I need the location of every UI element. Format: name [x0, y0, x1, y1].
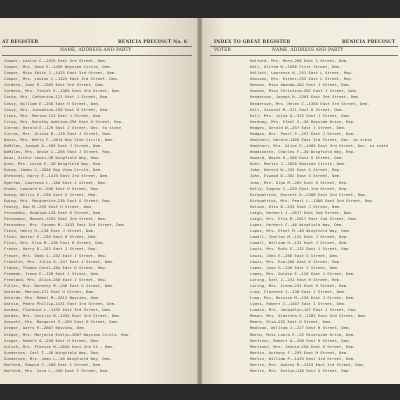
register-entry: Hansen, Miss Christine—262 East J Street, Dem. [250, 88, 358, 94]
register-entry: Kelsen, Otto B.—253 East J Street, Dem. [250, 203, 342, 209]
register-entry: Lowell, Charles M.—132 East J Street, Rep. [250, 234, 349, 240]
register-entry: Ewing, Mrs. Marguerite—230 East G Street, Rep. [4, 197, 112, 203]
right-page [202, 18, 400, 384]
register-entry: Ehrhardt, Harry E.—1429 East 3rd Street, Dem. [4, 173, 110, 179]
register-entry: Gregor, Garry H.—2807 Bayview, Dem. [4, 325, 86, 331]
right-voter-column: VOTER [214, 48, 231, 53]
register-entry: John, Elwood D.—362 East O Street, Dem. [250, 173, 342, 179]
register-entry: Leigh, Herbert J.—2617 East 2nd Street, Dem. [250, 209, 354, 215]
register-entry: Galardo, Marion—271 East H Street, Dem. [4, 288, 96, 294]
register-spread [0, 18, 400, 384]
register-entry: Jobe, Harold W.—253 East G Street, Rep. [250, 167, 342, 173]
register-entry: Curran, Mrs. Olivia M.—129 East J Street, Dem. [4, 130, 112, 136]
register-entry: Gordon, Clarence L.—1435 East 3rd Street, Dem. [4, 307, 112, 313]
register-entry: Lopes, Jose G.—126 East J Street, Dem. [250, 264, 340, 270]
register-entry: Martin, Mrs. Evelyn—248 East G Street, Rep. [250, 367, 351, 373]
register-entry: Hill, Vincent M.—371 East H Street, Dem. [250, 106, 344, 112]
right-page-precinct: BENICIA PRECINCT [342, 40, 396, 45]
register-entry: Hafford, Edward C.—260 East I Street, Dem. [4, 361, 103, 367]
register-entry: Gossett, Mrs. Margaret P.—265 East H Street, Dem. [4, 319, 119, 325]
register-entry: Costa, Mrs. Catherine—121 East J Street, Dem. [4, 94, 110, 100]
register-entry: Leigh, Mrs. Ella M.—2617 East 2nd Street, Dem. [250, 216, 358, 222]
register-entry: Franklin, Mrs. Julia A.—147 East J Street, Dem. [4, 258, 115, 264]
register-entry: Cordero, Mrs. Violet E.—1365 East 3rd Street, Dem. [4, 88, 122, 94]
register-entry: Fernandez, Mrs. Carmen M.—1433 East 3rd Street, Dem. [4, 222, 126, 228]
register-entry: Hanssen, Mrs. Esther—252 East L Street, Rep. [250, 76, 354, 82]
register-entry: Hallett, Lawrence H.—251 East L Street, Rep. [250, 70, 354, 76]
left-page [0, 18, 198, 384]
register-entry: Lyons, Robert C.—1307 East I Street, Dem. [250, 301, 347, 307]
register-entry: Galardo, Mrs. Mabel M.—2612 Bayview, Dem. [4, 295, 101, 301]
right-entry-list [250, 58, 388, 374]
register-entry: Cooper, Mrs. Anna E.—1436 Bayview Circle, Dem. [4, 64, 112, 70]
register-entry: Martin, Mrs. Audrey M.—1433 East 3rd Street, Dem. [250, 361, 365, 367]
register-entry: Gregor, Mrs. Marjorie Evelyn—2807 Bayview Circle, Rep. [4, 331, 131, 337]
register-entry: Cordero, John R.—1365 East 3rd Street, Dem. [4, 82, 105, 88]
register-entry: DeMiles, Joseph A.—265 East J Street, Dem. [4, 143, 103, 149]
register-entry: Franks, Thomas Cecil—264 East H Street, Rep. [4, 264, 108, 270]
register-entry: Cross, Mrs. Marion—125 East J Street, Dem. [4, 112, 103, 118]
register-entry: Henderson, Joseph H.—1305 East 3rd Street, Dem. [250, 94, 361, 100]
register-entry: Howard, Wayne H.—260 East G Street, Dem. [250, 155, 344, 161]
register-entry: Kirkpatrick, Everett D.—1308 East 3rd Street, Rep. [250, 191, 368, 197]
register-entry: Martinez, Mrs. Jennie—250 East H Street, Rep. [250, 343, 356, 349]
register-entry: Fernandez, Manuel—1433 East 3rd Street, Dem. [4, 216, 108, 222]
register-entry: Hansen, Miss Amanda—262 East J Street, Dem. [250, 82, 351, 88]
register-entry: Gundersen, Mrs. Jean L.—40 Wingfield Way, Dem. [4, 355, 112, 361]
register-entry: Garcia, Pedro Phillip—1431 East 3rd Street, Dem. [4, 301, 117, 307]
register-entry: Marsh, Miss Laura E.—25 Riverside Drive, Dem. [250, 331, 356, 337]
register-entry: Lopes, Mrs. Goldie E.—126 East J Street, Dem. [250, 270, 356, 276]
register-entry: Lewis, Mrs. Eva—260 East K Street, Rep. [250, 258, 342, 264]
right-column-rule [210, 55, 398, 56]
register-entry: DeMiles, Mrs. Annie L.—265 East J Street, Rep. [4, 149, 112, 155]
register-entry: Hedges, Gerald W.—257 East J Street, Dem. [250, 124, 347, 130]
register-entry: Fraser, Mrs. Vada G.—152 East J Street, Rep. [4, 252, 108, 258]
left-page-header: AT REGISTER [2, 40, 39, 45]
register-entry: Crisp, Mrs. Dorothy Adeline—256 East H Street, Rep. [4, 118, 124, 124]
register-entry: Fraser, Harry D.—152 East J Street, Rep. [4, 246, 98, 252]
register-entry: Loring, Earl J.—231 East H Street, Rep. [250, 276, 342, 282]
register-entry: Fealey, Dan M.—235 East H Street, Dem. [4, 203, 94, 209]
register-entry: Lewis, Mrs. Ruth E.—132 East J Street, Rep. [250, 246, 351, 252]
register-entry: Martin, Anthony F.—255 East H Street, Dem. [250, 349, 349, 355]
register-entry: Gulick, Mrs. Flossie M.—2820 East 3rd St., Dem. [4, 343, 115, 349]
register-entry: Cooper, Mrs. Louise C.—1425 East 3rd Street, Dem. [4, 76, 119, 82]
register-entry: Madison, William J.—227 East H Street, Dem. [250, 325, 351, 331]
register-entry: Halford, Mrs. Mary—260 East I Street, Dem. [250, 58, 349, 63]
register-entry: Hawthorn, Harold—1409 East 3rd Street, Dec. to state [250, 137, 372, 143]
register-entry: John, Mrs. Olga M.—262 East O Street, Rep. [250, 179, 349, 185]
register-entry: Lopez, Herbert C.—46 Wingfield Way, Dem. [250, 222, 344, 228]
right-column-header: NAME, ADDRESS AND PARTY [272, 48, 344, 53]
register-entry: Henderson, Mrs. Helen C.—1305 East 3rd Street, Dem. [250, 100, 370, 106]
register-entry: Ewing, James C.—2836 Bay View Circle, Dem. [4, 167, 103, 173]
left-column-rule [2, 55, 192, 56]
register-entry: Moore, Elsa—232 East H Street, Dem. [250, 319, 332, 325]
register-entry: Hodges, Mrs. Pearl P.—257 East J Street, Dem. [250, 130, 356, 136]
register-entry: Lopez, Mrs. Ethel M.—46 Wingfield Way, Dem. [250, 228, 351, 234]
register-entry: Freeman, Irene E.—128 East J Street, Dem. [4, 270, 101, 276]
register-entry: Kirkpatrick, Mrs. Pearl L.—1308 East 3rd Street, Rep. [250, 197, 375, 203]
right-header-rule [210, 46, 398, 47]
register-entry: Ewing, Willis S.—230 East G Street, Rep. [4, 191, 98, 197]
register-entry: Dunn, Mrs. Lorna E.—38 Wingfield Way, Rep. [4, 161, 103, 167]
register-entry: Cossy, Mrs. Josephine—258 East H Street, Dem. [4, 106, 110, 112]
register-entry: Lundin, Mrs. Jacquelyn—107 East J Street, Rep. [250, 307, 358, 313]
register-entry: Cossy, William E.—258 East H Street, Dem. [4, 100, 101, 106]
register-entry: Fuller, Mrs. Dorothy M.—246 East G Street, Dem. [4, 282, 115, 288]
register-entry: Freeland, Mrs. Alice—250 East J Street, Rep. [4, 276, 108, 282]
register-entry: Kelly, Eugene C.—259 East 2nd Street, Rep. [250, 185, 349, 191]
register-entry: Mason, Mrs. Albertha E.—1302 East 3rd Street, Dem. [250, 313, 368, 319]
register-entry: Hafford, Mrs. Cora L.—260 East I Street, Dem. [4, 367, 110, 373]
register-entry: Luna, Mrs. Bernice M.—130 East J Street, Dem. [250, 295, 356, 301]
register-entry: Lowell, William H.—132 East J Street, Dem. [250, 240, 349, 246]
register-entry: Gregor, Robert A.—258 East H Street, Dem. [4, 337, 101, 343]
register-entry: Hardway, Mrs. Ethel G.—36 Bayside Drive, Rep. [250, 118, 356, 124]
register-entry: Fernandez, Rudolph—128 East H Street, Dem. [4, 209, 103, 215]
register-entry: Diaz, Arthur Lewis—38 Wingfield Way, Dem. [4, 155, 101, 161]
register-entry: Martinez, Robert A.—250 East H Street, Dem. [250, 337, 351, 343]
left-entry-list [4, 58, 131, 374]
register-entry: Hawthorn, Mrs. Alice E.—1409 East 3rd Street, Dec. to state [250, 143, 389, 149]
register-entry: Loring, Mrs. Irene—231 East H Street, Dem. [250, 282, 349, 288]
register-entry: Gundersen, Carl T.—40 Wingfield Way, Dem. [4, 349, 101, 355]
register-entry: Curran, Harold E.—129 East J Street, Dec. to state [4, 124, 122, 130]
register-entry: Hoddinotte, Charles F.—30 Wingfield Way, Rep. [250, 149, 356, 155]
register-entry: Flinn, Walter E.—236 East H Street, Dem. [4, 234, 98, 240]
register-entry: Gordon, Mrs. Cecilia M.—1435 East 3rd Street, Dem. [4, 313, 122, 319]
register-entry: Hill, Mrs. Julia A.—325 East J Street, Dem. [250, 112, 351, 118]
left-header-rule [2, 46, 192, 47]
register-entry: Field, Henry H.—138 East J Street, Dem. [4, 228, 96, 234]
register-entry: Martin, William P.—1433 East 3rd Street, Dem. [250, 355, 356, 361]
register-entry: Cooper, Leslie C.—1425 East 3rd Street, Dem. [4, 58, 108, 63]
register-entry: Hunt, Martin J.—2828 Bayview Circle, Dem. [250, 161, 347, 167]
register-entry: Ennen, Leonard H.—266 East H Street, Rep. [4, 185, 101, 191]
register-entry: Luna, Clarence J.—130 East J Street, Dem. [250, 288, 347, 294]
register-entry: Cooper, Miss Edith J.—1425 East 3rd Street, Dem. [4, 70, 117, 76]
left-page-precinct: BENICIA PRECINCT No. 6 [118, 40, 188, 45]
register-entry: Lewis, John E.—260 East G Street, Dem. [250, 252, 340, 258]
register-entry: Davis, Mrs. Betty F.—2614 Bay View Circle, Dem. [4, 137, 115, 143]
left-column-header: NAME, ADDRESS AND PARTY [60, 48, 132, 53]
right-page-header: INDEX TO GREAT REGISTER [214, 40, 291, 45]
register-entry: Flinn, Mrs. Elva M.—236 East H Street, Dem. [4, 240, 105, 246]
register-entry: Egerton, Lawrence L.—166 East J Street, Dem. [4, 179, 108, 185]
register-entry: Hall, Alfred W.—1036 First Street, Dem. [250, 64, 342, 70]
